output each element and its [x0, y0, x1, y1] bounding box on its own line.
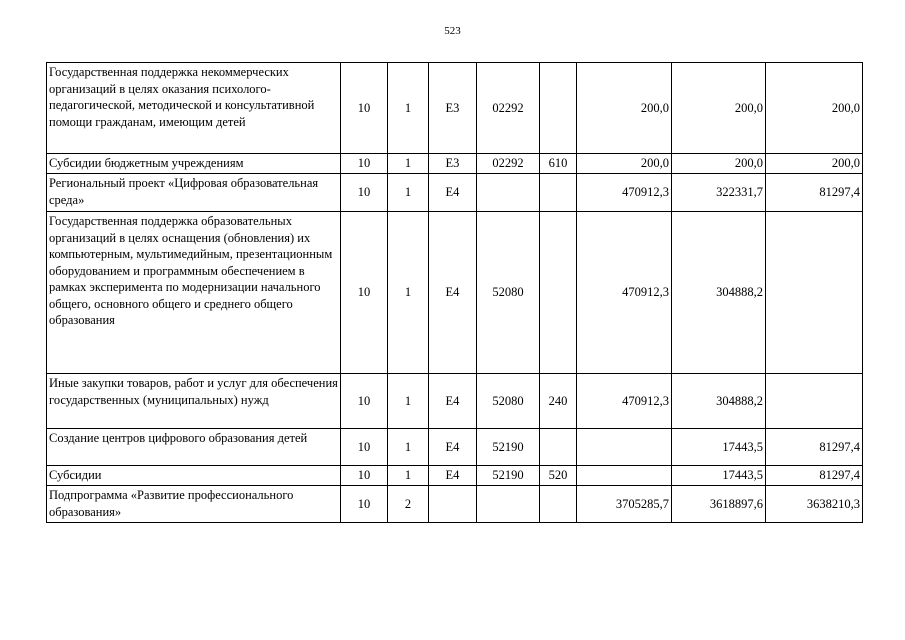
- row-name: Субсидии бюджетным учреждениям: [47, 154, 341, 174]
- row-name: Иные закупки товаров, работ и услуг для обеспечения государственных (муниципальных) нужд: [47, 374, 341, 429]
- cell-cs-direction: [477, 174, 540, 212]
- table-row: [47, 212, 863, 374]
- cell-vr: [540, 429, 577, 466]
- cell-rz: 10: [341, 174, 388, 212]
- cell-cs-direction: 02292: [477, 154, 540, 174]
- table-row: [47, 174, 863, 212]
- cell-rz: 10: [341, 63, 388, 154]
- cell-rz: 10: [341, 429, 388, 466]
- cell-amount-3: 3638210,3: [766, 486, 863, 523]
- row-name: Региональный проект «Цифровая образовательная среда»: [47, 174, 341, 212]
- cell-rz: 10: [341, 466, 388, 486]
- row-name: Государственная поддержка образовательных организаций в целях оснащения (обновления) их компьютерным, мультимедийным, презентационным оборудованием и программным обеспечением в рамках эксперимента по модернизации начального общего, основного общего и среднего общего образования: [47, 212, 341, 374]
- cell-cs-direction: 52080: [477, 374, 540, 429]
- cell-cs-direction: 02292: [477, 63, 540, 154]
- cell-amount-2: 304888,2: [672, 212, 766, 374]
- cell-amount-2: 3618897,6: [672, 486, 766, 523]
- cell-amount-1: 200,0: [577, 63, 672, 154]
- cell-amount-1: 470912,3: [577, 212, 672, 374]
- cell-vr: [540, 63, 577, 154]
- cell-vr: 240: [540, 374, 577, 429]
- cell-amount-1: 470912,3: [577, 374, 672, 429]
- cell-pr: 1: [388, 374, 429, 429]
- cell-amount-1: [577, 429, 672, 466]
- cell-pr: 1: [388, 466, 429, 486]
- cell-amount-1: 3705285,7: [577, 486, 672, 523]
- cell-amount-3: 81297,4: [766, 429, 863, 466]
- cell-amount-2: 200,0: [672, 63, 766, 154]
- cell-rz: 10: [341, 374, 388, 429]
- table-row: [47, 154, 863, 174]
- cell-amount-2: 304888,2: [672, 374, 766, 429]
- cell-vr: [540, 212, 577, 374]
- cell-rz: 10: [341, 154, 388, 174]
- cell-cs-program: [429, 486, 477, 523]
- cell-cs-direction: 52080: [477, 212, 540, 374]
- cell-amount-2: 17443,5: [672, 429, 766, 466]
- cell-vr: 610: [540, 154, 577, 174]
- row-name: Субсидии: [47, 466, 341, 486]
- table-row: [47, 466, 863, 486]
- cell-pr: 1: [388, 429, 429, 466]
- cell-amount-3: 81297,4: [766, 466, 863, 486]
- cell-cs-program: Е4: [429, 174, 477, 212]
- table-row: [47, 486, 863, 523]
- table-row: [47, 374, 863, 429]
- cell-amount-3: [766, 212, 863, 374]
- cell-amount-3: 200,0: [766, 63, 863, 154]
- cell-pr: 1: [388, 174, 429, 212]
- cell-cs-direction: [477, 486, 540, 523]
- cell-amount-1: 470912,3: [577, 174, 672, 212]
- row-name: Государственная поддержка некоммерческих организаций в целях оказания психолого-педагогической, методической и консультативной помощи гражданам, имеющим детей: [47, 63, 341, 154]
- cell-cs-program: Е4: [429, 466, 477, 486]
- cell-pr: 1: [388, 63, 429, 154]
- table-row: [47, 63, 863, 154]
- cell-vr: [540, 174, 577, 212]
- cell-pr: 2: [388, 486, 429, 523]
- cell-vr: 520: [540, 466, 577, 486]
- cell-pr: 1: [388, 212, 429, 374]
- cell-amount-2: 322331,7: [672, 174, 766, 212]
- table-row: [47, 429, 863, 466]
- cell-cs-program: Е4: [429, 374, 477, 429]
- cell-pr: 1: [388, 154, 429, 174]
- cell-cs-program: Е4: [429, 429, 477, 466]
- cell-cs-direction: 52190: [477, 466, 540, 486]
- cell-cs-program: Е3: [429, 63, 477, 154]
- cell-amount-2: 200,0: [672, 154, 766, 174]
- cell-rz: 10: [341, 212, 388, 374]
- cell-cs-program: Е4: [429, 212, 477, 374]
- row-name: Подпрограмма «Развитие профессионального образования»: [47, 486, 341, 523]
- cell-amount-1: [577, 466, 672, 486]
- cell-rz: 10: [341, 486, 388, 523]
- cell-amount-3: 200,0: [766, 154, 863, 174]
- cell-vr: [540, 486, 577, 523]
- cell-amount-3: [766, 374, 863, 429]
- cell-cs-direction: 52190: [477, 429, 540, 466]
- cell-amount-2: 17443,5: [672, 466, 766, 486]
- cell-amount-3: 81297,4: [766, 174, 863, 212]
- page-number: 523: [444, 25, 461, 37]
- budget-table: [46, 62, 863, 523]
- cell-cs-program: Е3: [429, 154, 477, 174]
- row-name: Создание центров цифрового образования детей: [47, 429, 341, 466]
- cell-amount-1: 200,0: [577, 154, 672, 174]
